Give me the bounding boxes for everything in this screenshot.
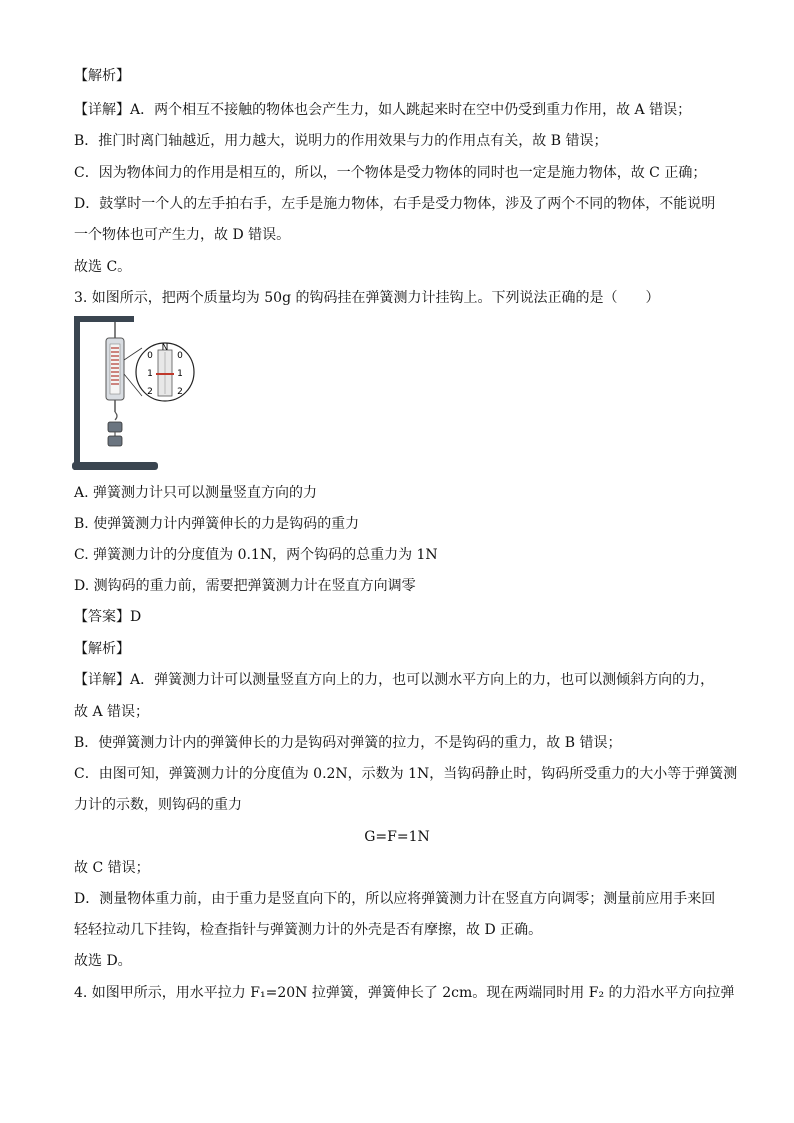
detail-d-3-cont: 轻轻拉动几下挂钩，检查指针与弹簧测力计的外壳是否有摩擦，故 D 正确。 (74, 922, 543, 938)
right-scale-2: 2 (177, 387, 183, 397)
detail-d-1-cont: 一个物体也可产生力，故 D 错误。 (74, 227, 291, 243)
choice-answer-1: 故选 C。 (74, 259, 132, 275)
detail-b-1: B．推门时离门轴越近，用力越大，说明力的作用效果与力的作用点有关，故 B 错误； (74, 133, 608, 149)
detail-c-3-cont: 力计的示数，则钩码的重力 (74, 797, 242, 813)
formula: G=F=1N (364, 829, 430, 845)
left-scale-1: 1 (147, 369, 153, 379)
hook-weight-2 (108, 436, 122, 446)
detail-b-3: B．使弹簧测力计内的弹簧伸长的力是钩码对弹簧的拉力，不是钩码的重力，故 B 错误； (74, 735, 622, 751)
left-scale-2: 2 (147, 387, 153, 397)
detail-d-3: D．测量物体重力前，由于重力是竖直向下的，所以应将弹簧测力计在竖直方向调零；测量前应用手来回 (74, 891, 716, 907)
option-b: B. 使弹簧测力计内弹簧伸长的力是钩码的重力 (74, 516, 360, 532)
hook-weight-1 (108, 422, 122, 432)
stand-pole (74, 316, 80, 470)
option-c: C. 弹簧测力计的分度值为 0.1N，两个钩码的总重力为 1N (74, 547, 438, 563)
analysis-header-1: 【解析】 (74, 68, 130, 84)
question-4: 4. 如图甲所示，用水平拉力 F₁=20N 拉弹簧，弹簧伸长了 2cm。现在两端同时用 F₂ 的力沿水平方向拉弹 (74, 985, 735, 1001)
question-3: 3. 如图所示，把两个质量均为 50g 的钩码挂在弹簧测力计挂钩上。下列说法正确的是（ ） (74, 290, 660, 306)
option-a: A. 弹簧测力计只可以测量竖直方向的力 (74, 485, 318, 501)
right-scale-1: 1 (177, 369, 183, 379)
choice-answer-3: 故选 D。 (74, 953, 132, 969)
detail-a-3: 【详解】A．弹簧测力计可以测量竖直方向上的力，也可以测水平方向上的力，也可以测倾斜方向的力， (74, 672, 715, 688)
stand-base (72, 462, 158, 470)
detail-c-3-conclusion: 故 C 错误； (74, 860, 150, 876)
answer-3: 【答案】D (74, 609, 142, 625)
detail-d-1: D．鼓掌时一个人的左手拍右手，左手是施力物体，右手是受力物体，涉及了两个不同的物体，不能说明 (74, 196, 716, 212)
analysis-header-3: 【解析】 (74, 641, 130, 657)
left-scale-0: 0 (147, 351, 153, 361)
unit-label: N (161, 343, 169, 353)
option-d: D. 测钩码的重力前，需要把弹簧测力计在竖直方向调零 (74, 578, 416, 594)
detail-c-1: C．因为物体间力的作用是相互的，所以，一个物体是受力物体的同时也一定是施力物体，故 C 正确； (74, 165, 707, 181)
stand-arm (74, 316, 134, 322)
detail-c-3: C．由图可知，弹簧测力计的分度值为 0.2N，示数为 1N，当钩码静止时，钩码所受重力的大小等于弹簧测 (74, 766, 738, 782)
spring-scale-figure (70, 312, 200, 474)
detail-a-3-cont: 故 A 错误； (74, 704, 150, 720)
detail-a-1: 【详解】A．两个相互不接触的物体也会产生力，如人跳起来时在空中仍受到重力作用，故 A 错误； (74, 102, 692, 118)
right-scale-0: 0 (177, 351, 183, 361)
